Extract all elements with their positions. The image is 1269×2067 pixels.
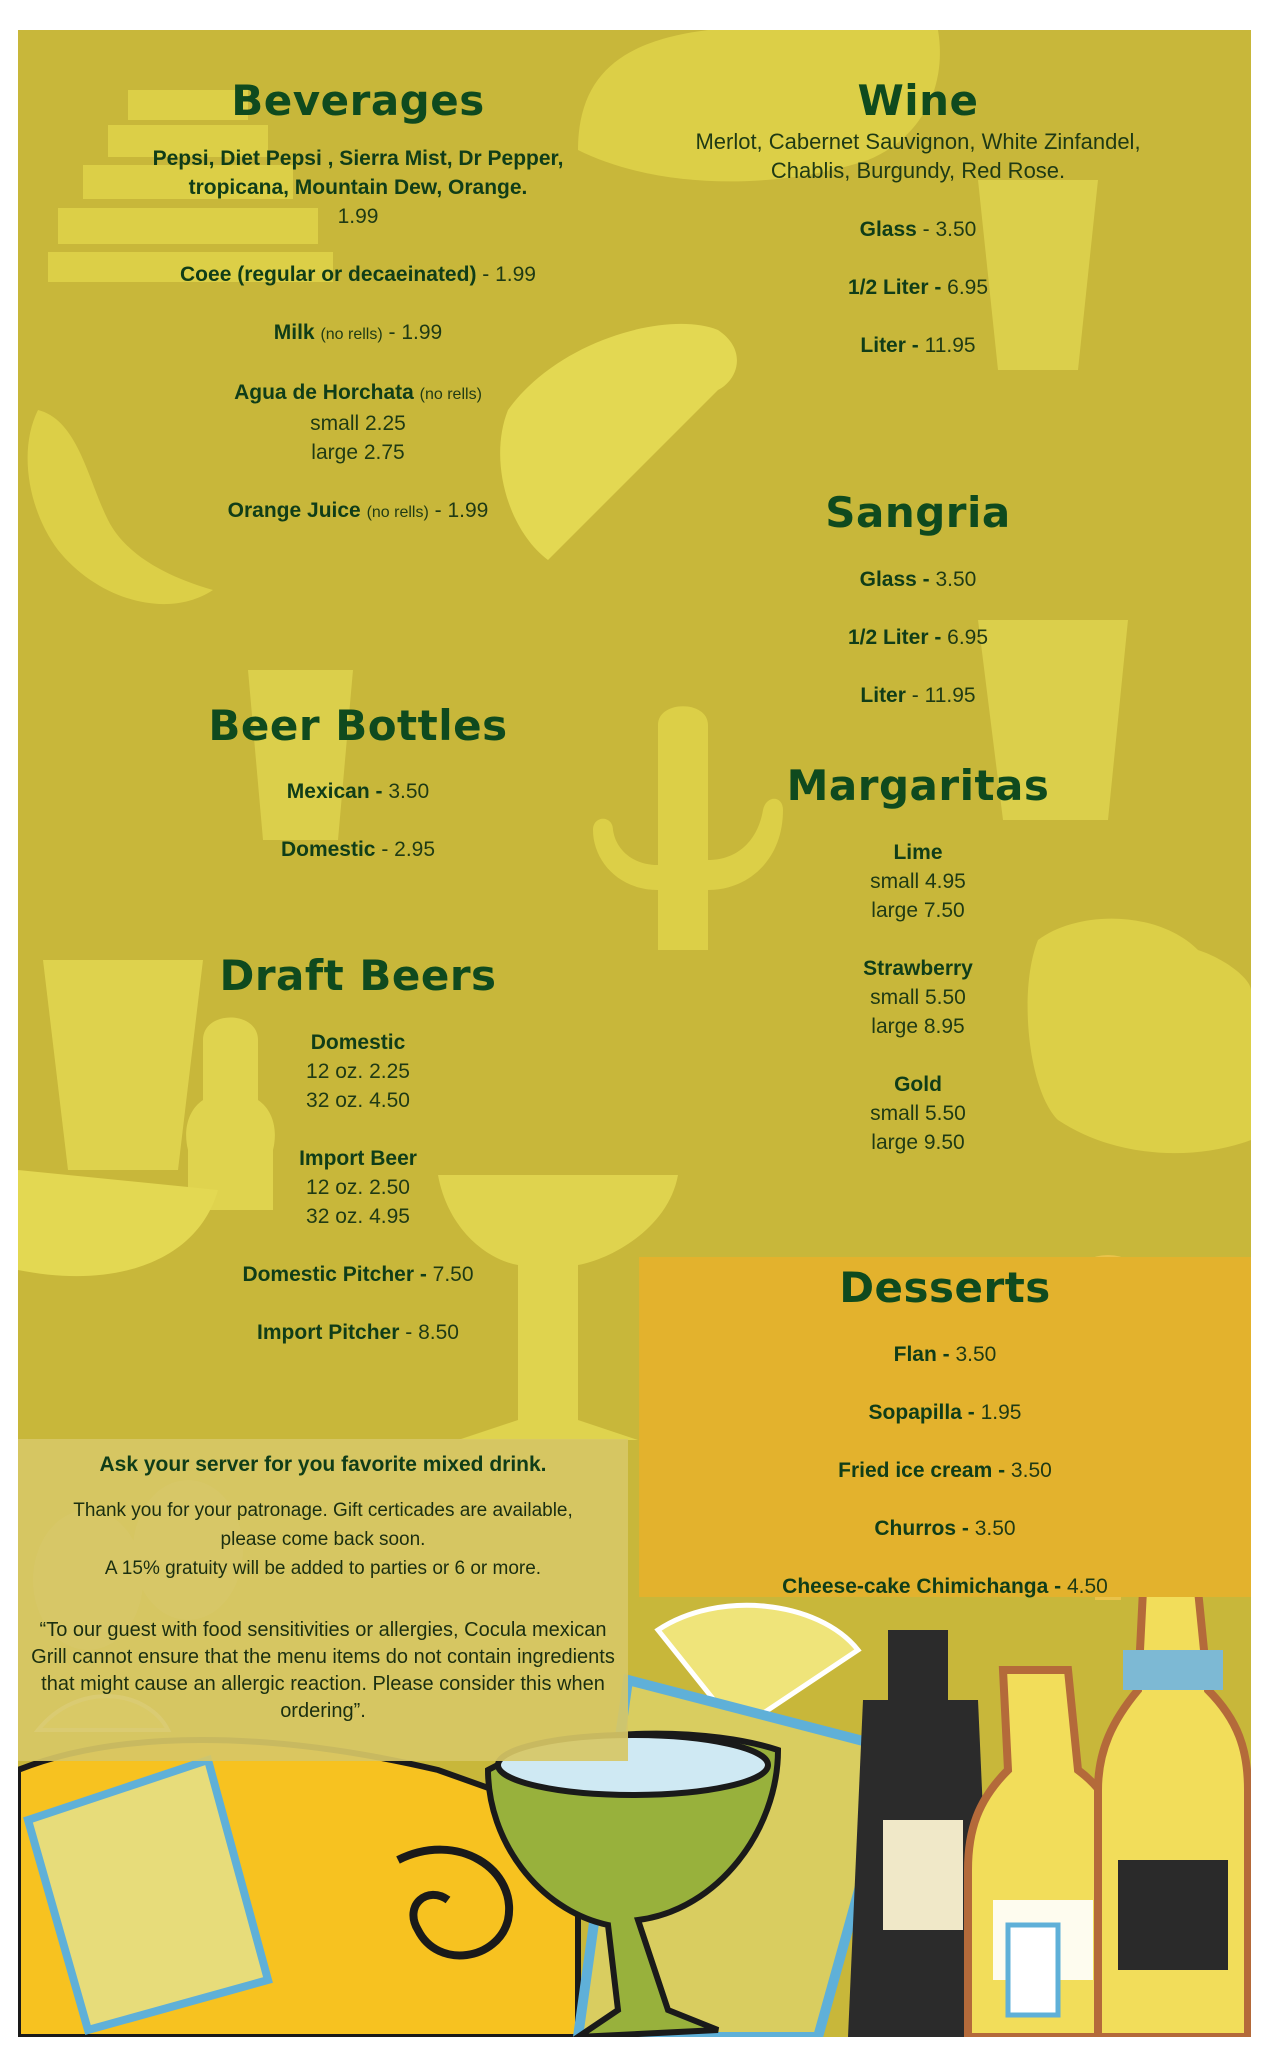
- item-price: 6.95: [941, 276, 989, 299]
- shot-glass-icon: [1008, 1925, 1058, 2015]
- item-price: - 8.50: [399, 1321, 459, 1344]
- item-price: - 1.99: [388, 321, 443, 344]
- item-size: large 8.95: [871, 1015, 965, 1038]
- item-price: 1.99: [337, 205, 379, 228]
- item-size: 12 oz. 2.50: [306, 1176, 410, 1199]
- menu-item: [678, 838, 1158, 925]
- menu-item: [88, 1260, 628, 1289]
- menu-item: [643, 1456, 1247, 1485]
- beverages-section: [88, 75, 628, 527]
- allergy-notice: “To our guest with food sensitivities or allergies, Cocula mexican Grill cannot ensure that the menu items do not contain ingredients that might cause an allergic reaction. Please consider this when ordering”.: [31, 1619, 615, 1722]
- menu-item: [643, 1340, 1247, 1369]
- item-name: Pepsi, Diet Pepsi , Sierra Mist, Dr Pepper, tropicana, Mountain Dew, Orange.: [152, 147, 564, 199]
- item-note: (no rells): [320, 326, 383, 343]
- item-name: Churros -: [874, 1517, 969, 1540]
- menu-item: [88, 1318, 628, 1347]
- desserts-section: [643, 1262, 1247, 1601]
- section-title: Margaritas: [786, 761, 1050, 810]
- menu-item: [88, 835, 628, 864]
- item-name: Agua de Horchata: [234, 381, 414, 404]
- margaritas-section: [678, 760, 1158, 1157]
- menu-page: [18, 30, 1251, 2037]
- menu-item: [88, 1028, 628, 1115]
- menu-item: [88, 378, 628, 467]
- item-name: Orange Juice: [227, 499, 361, 522]
- item-name: Liter -: [860, 334, 919, 357]
- wine-section: [678, 75, 1158, 360]
- item-price: 7.50: [426, 1263, 474, 1286]
- item-size: 32 oz. 4.95: [306, 1205, 410, 1228]
- menu-item: [88, 1144, 628, 1231]
- item-name: Sopapilla -: [868, 1401, 975, 1424]
- section-title: Beer Bottles: [208, 701, 508, 750]
- item-name: Liter: [860, 684, 906, 707]
- item-name: Domestic: [280, 838, 376, 861]
- section-title: Sangria: [825, 488, 1011, 537]
- menu-item: [88, 496, 628, 527]
- item-name: Flan -: [893, 1343, 950, 1366]
- item-price: 1.95: [974, 1401, 1022, 1424]
- item-size: large 7.50: [871, 899, 965, 922]
- menu-item: [678, 1070, 1158, 1157]
- item-price: 3.50: [968, 1517, 1016, 1540]
- gratuity-note: A 15% gratuity will be added to parties or 6 or more.: [104, 1558, 542, 1579]
- thank-you-note: Thank you for your patronage. Gift certicades are available, please come back soon.: [73, 1500, 573, 1550]
- draft-beers-section: [88, 950, 628, 1347]
- item-name: Import Beer: [299, 1147, 417, 1170]
- menu-item: [88, 260, 628, 289]
- info-text: [18, 1450, 628, 1725]
- item-name: Domestic: [310, 1031, 406, 1054]
- item-name: Import Pitcher: [257, 1321, 400, 1344]
- item-size: large 9.50: [871, 1131, 965, 1154]
- item-price: - 1.99: [482, 263, 536, 286]
- item-note: (no rells): [419, 386, 482, 403]
- wine-description: Merlot, Cabernet Sauvignon, White Zinfandel, Chablis, Burgundy, Red Rose.: [695, 129, 1141, 183]
- menu-item: [678, 331, 1158, 360]
- menu-item: [88, 144, 628, 231]
- section-title: Draft Beers: [219, 951, 497, 1000]
- item-size: small 5.50: [870, 1102, 966, 1125]
- menu-item: [88, 777, 628, 806]
- section-title: Desserts: [839, 1263, 1051, 1312]
- item-name: Gold: [894, 1073, 942, 1096]
- menu-item: [678, 623, 1158, 652]
- menu-item: [678, 565, 1158, 594]
- item-size: small 5.50: [870, 986, 966, 1009]
- item-price: 4.50: [1061, 1575, 1108, 1598]
- item-price: - 2.95: [375, 838, 436, 861]
- menu-item: [643, 1514, 1247, 1543]
- sangria-section: [678, 487, 1158, 710]
- section-title: Beverages: [231, 76, 485, 125]
- item-name: Domestic Pitcher -: [242, 1263, 427, 1286]
- item-price: - 3.50: [916, 218, 977, 241]
- item-price: 3.50: [1005, 1459, 1052, 1482]
- item-size: 12 oz. 2.25: [306, 1060, 410, 1083]
- item-name: 1/2 Liter -: [847, 626, 942, 649]
- item-size: 32 oz. 4.50: [306, 1089, 410, 1112]
- item-name: Lime: [893, 841, 943, 864]
- item-price: 11.95: [918, 334, 976, 357]
- beer-bottles-section: [88, 700, 628, 864]
- item-note: (no rells): [366, 504, 429, 521]
- item-name: Glass: [859, 218, 917, 241]
- section-title: Wine: [857, 76, 979, 125]
- menu-item: [678, 681, 1158, 710]
- item-price: 3.50: [949, 1343, 997, 1366]
- item-name: Cheese-cake Chimichanga -: [782, 1575, 1062, 1598]
- item-price: 3.50: [929, 568, 977, 591]
- item-name: Coee (regular or decaeinated): [180, 263, 477, 286]
- menu-item: [678, 954, 1158, 1041]
- menu-item: [643, 1572, 1247, 1601]
- menu-item: [678, 215, 1158, 244]
- item-name: Strawberry: [863, 957, 973, 980]
- item-name: Fried ice cream -: [838, 1459, 1006, 1482]
- menu-item: [678, 273, 1158, 302]
- item-name: 1/2 Liter -: [847, 276, 942, 299]
- item-price: - 11.95: [905, 684, 976, 707]
- item-size: small 2.25: [310, 412, 406, 435]
- item-size: small 4.95: [870, 870, 966, 893]
- menu-item: [643, 1398, 1247, 1427]
- bottle-icon: [1098, 1590, 1248, 2037]
- menu-item: [88, 318, 628, 349]
- item-size: large 2.75: [311, 441, 405, 464]
- item-price: 3.50: [382, 780, 430, 803]
- item-name: Milk: [273, 321, 315, 344]
- item-name: Mexican -: [286, 780, 383, 803]
- item-price: 6.95: [941, 626, 989, 649]
- item-name: Glass -: [859, 568, 930, 591]
- mixed-drink-note: Ask your server for you favorite mixed drink.: [99, 1453, 547, 1476]
- item-price: - 1.99: [434, 499, 489, 522]
